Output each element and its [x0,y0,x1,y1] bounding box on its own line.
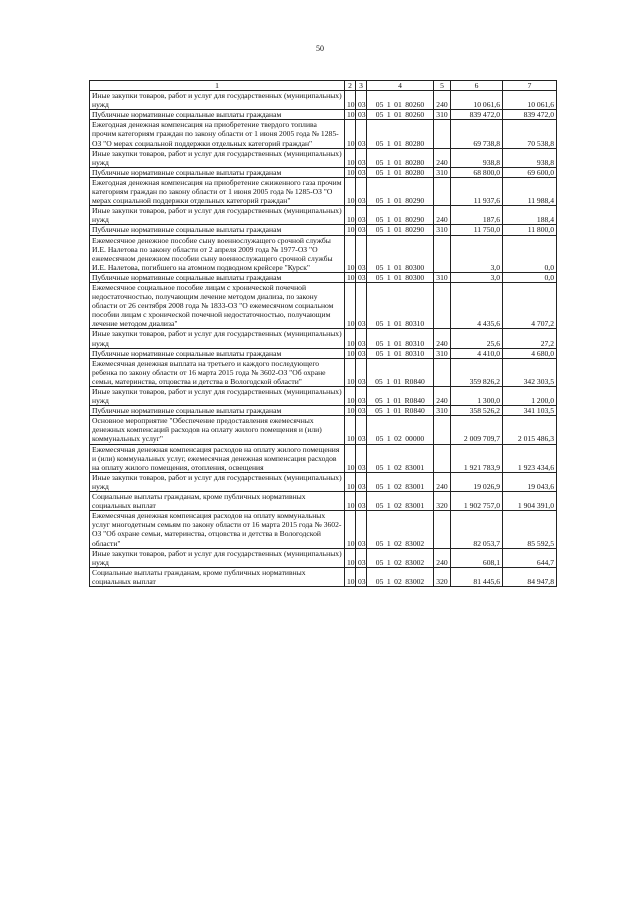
amount-year1-cell: 81 445,6 [451,567,503,586]
amount-year2-cell: 1 904 391,0 [503,492,557,511]
target-article-cell: 05 1 01 80290 [367,225,434,235]
target-article-cell: 05 1 02 83002 [367,567,434,586]
subsection-code-cell: 03 [356,358,367,386]
row-name-cell: Основное мероприятие "Обеспечение предоставления ежемесячных денежных компенсаций расходов на оплату жилого помещения и (или) коммунальных услуг" [90,416,345,444]
amount-year1-cell: 82 053,7 [451,511,503,548]
amount-year2-cell: 84 947,8 [503,567,557,586]
row-name-cell: Социальные выплаты гражданам, кроме публичных нормативных социальных выплат [90,567,345,586]
target-article-cell: 05 1 01 80290 [367,177,434,205]
expense-type-cell: 310 [434,225,451,235]
row-name-cell: Ежемесячная денежная компенсация расходов на оплату жилого помещения и (или) коммунальных услуг, ежемесячная денежная компенсация расходов на оплату жилого помещения, отопления, освещения [90,444,345,472]
header-cell: 3 [356,81,367,91]
row-name-cell: Публичные нормативные социальные выплаты гражданам [90,348,345,358]
target-article-cell: 05 1 01 80300 [367,235,434,272]
table-header-row [90,81,557,91]
section-code-cell: 10 [345,177,356,205]
table-row [90,406,557,416]
table-row [90,91,557,110]
amount-year2-cell: 839 472,0 [503,110,557,120]
target-article-cell: 05 1 02 83002 [367,548,434,567]
section-code-cell: 10 [345,272,356,282]
table-row [90,206,557,225]
section-code-cell: 10 [345,387,356,406]
amount-year1-cell: 1 300,0 [451,387,503,406]
section-code-cell: 10 [345,444,356,472]
table-row [90,148,557,167]
amount-year2-cell: 2 015 486,3 [503,416,557,444]
target-article-cell: 05 1 01 80260 [367,110,434,120]
section-code-cell: 10 [345,511,356,548]
section-code-cell: 10 [345,91,356,110]
row-name-cell: Ежемесячная денежная компенсация расходов на оплату коммунальных услуг многодетным семьям по закону области от 16 марта 2015 года № 3602-ОЗ "Об охране семьи, материнства, отцовства и детства в Вологодской области" [90,511,345,548]
amount-year1-cell: 359 826,2 [451,358,503,386]
target-article-cell: 05 1 02 00000 [367,416,434,444]
row-name-cell: Ежемесячная денежная выплата на третьего и каждого последующего ребенка по закону области от 16 марта 2015 года № 3602-ОЗ "Об охране семьи, материнства, отцовства и детства в Вологодской области" [90,358,345,386]
page-number: 50 [316,44,324,53]
expense-type-cell [434,511,451,548]
amount-year2-cell: 188,4 [503,206,557,225]
amount-year2-cell: 1 923 434,6 [503,444,557,472]
section-code-cell: 10 [345,348,356,358]
section-code-cell: 10 [345,416,356,444]
amount-year1-cell: 839 472,0 [451,110,503,120]
target-article-cell: 05 1 01 80260 [367,91,434,110]
target-article-cell: 05 1 01 80310 [367,282,434,328]
expense-type-cell: 240 [434,329,451,348]
row-name-cell: Иные закупки товаров, работ и услуг для государственных (муниципальных) нужд [90,548,345,567]
target-article-cell: 05 1 02 83001 [367,492,434,511]
header-cell: 4 [367,81,434,91]
amount-year1-cell: 11 750,0 [451,225,503,235]
subsection-code-cell: 03 [356,235,367,272]
expense-type-cell [434,416,451,444]
section-code-cell: 10 [345,282,356,328]
amount-year2-cell: 1 200,0 [503,387,557,406]
table-row [90,387,557,406]
expense-type-cell: 240 [434,206,451,225]
section-code-cell: 10 [345,148,356,167]
table-row [90,110,557,120]
amount-year1-cell: 1 921 783,9 [451,444,503,472]
expense-type-cell: 310 [434,272,451,282]
row-name-cell: Иные закупки товаров, работ и услуг для государственных (муниципальных) нужд [90,387,345,406]
subsection-code-cell: 03 [356,329,367,348]
row-name-cell: Социальные выплаты гражданам, кроме публичных нормативных социальных выплат [90,492,345,511]
amount-year1-cell: 11 937,6 [451,177,503,205]
row-name-cell: Ежемесячное денежное пособие сыну военнослужащего срочной службы И.Е. Налетова по закону области от 2 апреля 2009 года № 1977-ОЗ "О ежемесячном денежном пособии сыну военнослужащего срочной службы И.Е. Налетова, погибшего на атомном подводном крейсере "Курск" [90,235,345,272]
table-row [90,120,557,148]
amount-year1-cell: 69 738,8 [451,120,503,148]
row-name-cell: Публичные нормативные социальные выплаты гражданам [90,167,345,177]
row-name-cell: Иные закупки товаров, работ и услуг для государственных (муниципальных) нужд [90,329,345,348]
amount-year2-cell: 938,8 [503,148,557,167]
table-row [90,548,557,567]
expense-type-cell: 240 [434,387,451,406]
header-cell: 6 [451,81,503,91]
row-name-cell: Публичные нормативные социальные выплаты гражданам [90,272,345,282]
row-name-cell: Публичные нормативные социальные выплаты гражданам [90,110,345,120]
amount-year2-cell: 644,7 [503,548,557,567]
table-row [90,235,557,272]
table-row [90,329,557,348]
target-article-cell: 05 1 01 80310 [367,348,434,358]
subsection-code-cell: 03 [356,387,367,406]
subsection-code-cell: 03 [356,511,367,548]
amount-year2-cell: 0,0 [503,235,557,272]
section-code-cell: 10 [345,492,356,511]
subsection-code-cell: 03 [356,148,367,167]
table-row [90,492,557,511]
subsection-code-cell: 03 [356,282,367,328]
subsection-code-cell: 03 [356,348,367,358]
header-cell: 1 [90,81,345,91]
expense-type-cell: 320 [434,492,451,511]
section-code-cell: 10 [345,567,356,586]
section-code-cell: 10 [345,110,356,120]
target-article-cell: 05 1 01 80290 [367,206,434,225]
amount-year1-cell: 3,0 [451,235,503,272]
subsection-code-cell: 03 [356,567,367,586]
subsection-code-cell: 03 [356,492,367,511]
amount-year1-cell: 608,1 [451,548,503,567]
expense-type-cell [434,235,451,272]
row-name-cell: Ежегодная денежная компенсация на приобретение сжиженного газа прочим категориям граждан по закону области от 1 июня 2005 года № 1285-ОЗ "О мерах социальной поддержки отдельных категорий граждан" [90,177,345,205]
target-article-cell: 05 1 01 R0840 [367,358,434,386]
expense-type-cell: 240 [434,548,451,567]
amount-year2-cell: 11 988,4 [503,177,557,205]
expense-type-cell: 240 [434,472,451,491]
target-article-cell: 05 1 01 80300 [367,272,434,282]
section-code-cell: 10 [345,406,356,416]
table-row [90,472,557,491]
subsection-code-cell: 03 [356,444,367,472]
amount-year2-cell: 69 600,0 [503,167,557,177]
subsection-code-cell: 03 [356,272,367,282]
subsection-code-cell: 03 [356,416,367,444]
table-row [90,272,557,282]
subsection-code-cell: 03 [356,206,367,225]
table-row [90,167,557,177]
section-code-cell: 10 [345,235,356,272]
amount-year1-cell: 3,0 [451,272,503,282]
amount-year1-cell: 4 410,0 [451,348,503,358]
subsection-code-cell: 03 [356,91,367,110]
amount-year1-cell: 68 800,0 [451,167,503,177]
target-article-cell: 05 1 01 80310 [367,329,434,348]
expense-type-cell [434,177,451,205]
amount-year1-cell: 10 061,6 [451,91,503,110]
amount-year1-cell: 2 009 709,7 [451,416,503,444]
target-article-cell: 05 1 01 80280 [367,148,434,167]
section-code-cell: 10 [345,329,356,348]
budget-table [89,80,557,587]
target-article-cell: 05 1 01 80280 [367,120,434,148]
table-row [90,358,557,386]
table-row [90,444,557,472]
expense-type-cell [434,444,451,472]
amount-year2-cell: 11 800,0 [503,225,557,235]
row-name-cell: Иные закупки товаров, работ и услуг для государственных (муниципальных) нужд [90,148,345,167]
section-code-cell: 10 [345,167,356,177]
row-name-cell: Публичные нормативные социальные выплаты гражданам [90,225,345,235]
table-row [90,567,557,586]
section-code-cell: 10 [345,225,356,235]
expense-type-cell [434,120,451,148]
amount-year2-cell: 19 043,6 [503,472,557,491]
expense-type-cell [434,282,451,328]
header-cell: 2 [345,81,356,91]
amount-year2-cell: 341 103,5 [503,406,557,416]
target-article-cell: 05 1 02 83002 [367,511,434,548]
amount-year1-cell: 358 526,2 [451,406,503,416]
target-article-cell: 05 1 01 80280 [367,167,434,177]
subsection-code-cell: 03 [356,120,367,148]
row-name-cell: Публичные нормативные социальные выплаты гражданам [90,406,345,416]
header-cell: 5 [434,81,451,91]
amount-year1-cell: 938,8 [451,148,503,167]
subsection-code-cell: 03 [356,548,367,567]
table-row [90,511,557,548]
expense-type-cell: 310 [434,406,451,416]
table-row [90,225,557,235]
amount-year2-cell: 10 061,6 [503,91,557,110]
section-code-cell: 10 [345,120,356,148]
target-article-cell: 05 1 01 R0840 [367,406,434,416]
subsection-code-cell: 03 [356,472,367,491]
amount-year2-cell: 342 303,5 [503,358,557,386]
expense-type-cell: 310 [434,110,451,120]
amount-year1-cell: 4 435,6 [451,282,503,328]
expense-type-cell [434,358,451,386]
section-code-cell: 10 [345,206,356,225]
expense-type-cell: 240 [434,91,451,110]
amount-year1-cell: 1 902 757,0 [451,492,503,511]
table-row [90,416,557,444]
row-name-cell: Ежегодная денежная компенсация на приобретение твердого топлива прочим категориям граждан по закону области от 1 июня 2005 года № 1285-ОЗ "О мерах социальной поддержки отдельных категорий граждан" [90,120,345,148]
row-name-cell: Иные закупки товаров, работ и услуг для государственных (муниципальных) нужд [90,91,345,110]
amount-year1-cell: 25,6 [451,329,503,348]
row-name-cell: Иные закупки товаров, работ и услуг для государственных (муниципальных) нужд [90,206,345,225]
amount-year2-cell: 27,2 [503,329,557,348]
expense-type-cell: 240 [434,148,451,167]
header-cell: 7 [503,81,557,91]
table-row [90,282,557,328]
row-name-cell: Ежемесячное социальное пособие лицам с хронической почечной недостаточностью, получающим лечение методом диализа, по закону области от 26 сентября 2008 года № 1833-ОЗ "О ежемесячном социальном пособии лицам с хронической почечной недостаточностью, получающим лечение методом диализа" [90,282,345,328]
subsection-code-cell: 03 [356,177,367,205]
target-article-cell: 05 1 02 83001 [367,444,434,472]
subsection-code-cell: 03 [356,167,367,177]
table-row [90,348,557,358]
amount-year1-cell: 187,6 [451,206,503,225]
expense-type-cell: 320 [434,567,451,586]
subsection-code-cell: 03 [356,110,367,120]
section-code-cell: 10 [345,472,356,491]
expense-type-cell: 310 [434,348,451,358]
target-article-cell: 05 1 01 R0840 [367,387,434,406]
amount-year2-cell: 4 680,0 [503,348,557,358]
amount-year2-cell: 0,0 [503,272,557,282]
section-code-cell: 10 [345,548,356,567]
amount-year1-cell: 19 026,9 [451,472,503,491]
amount-year2-cell: 85 592,5 [503,511,557,548]
section-code-cell: 10 [345,358,356,386]
amount-year2-cell: 4 707,2 [503,282,557,328]
amount-year2-cell: 70 538,8 [503,120,557,148]
table-row [90,177,557,205]
subsection-code-cell: 03 [356,406,367,416]
subsection-code-cell: 03 [356,225,367,235]
expense-type-cell: 310 [434,167,451,177]
row-name-cell: Иные закупки товаров, работ и услуг для государственных (муниципальных) нужд [90,472,345,491]
target-article-cell: 05 1 02 83001 [367,472,434,491]
